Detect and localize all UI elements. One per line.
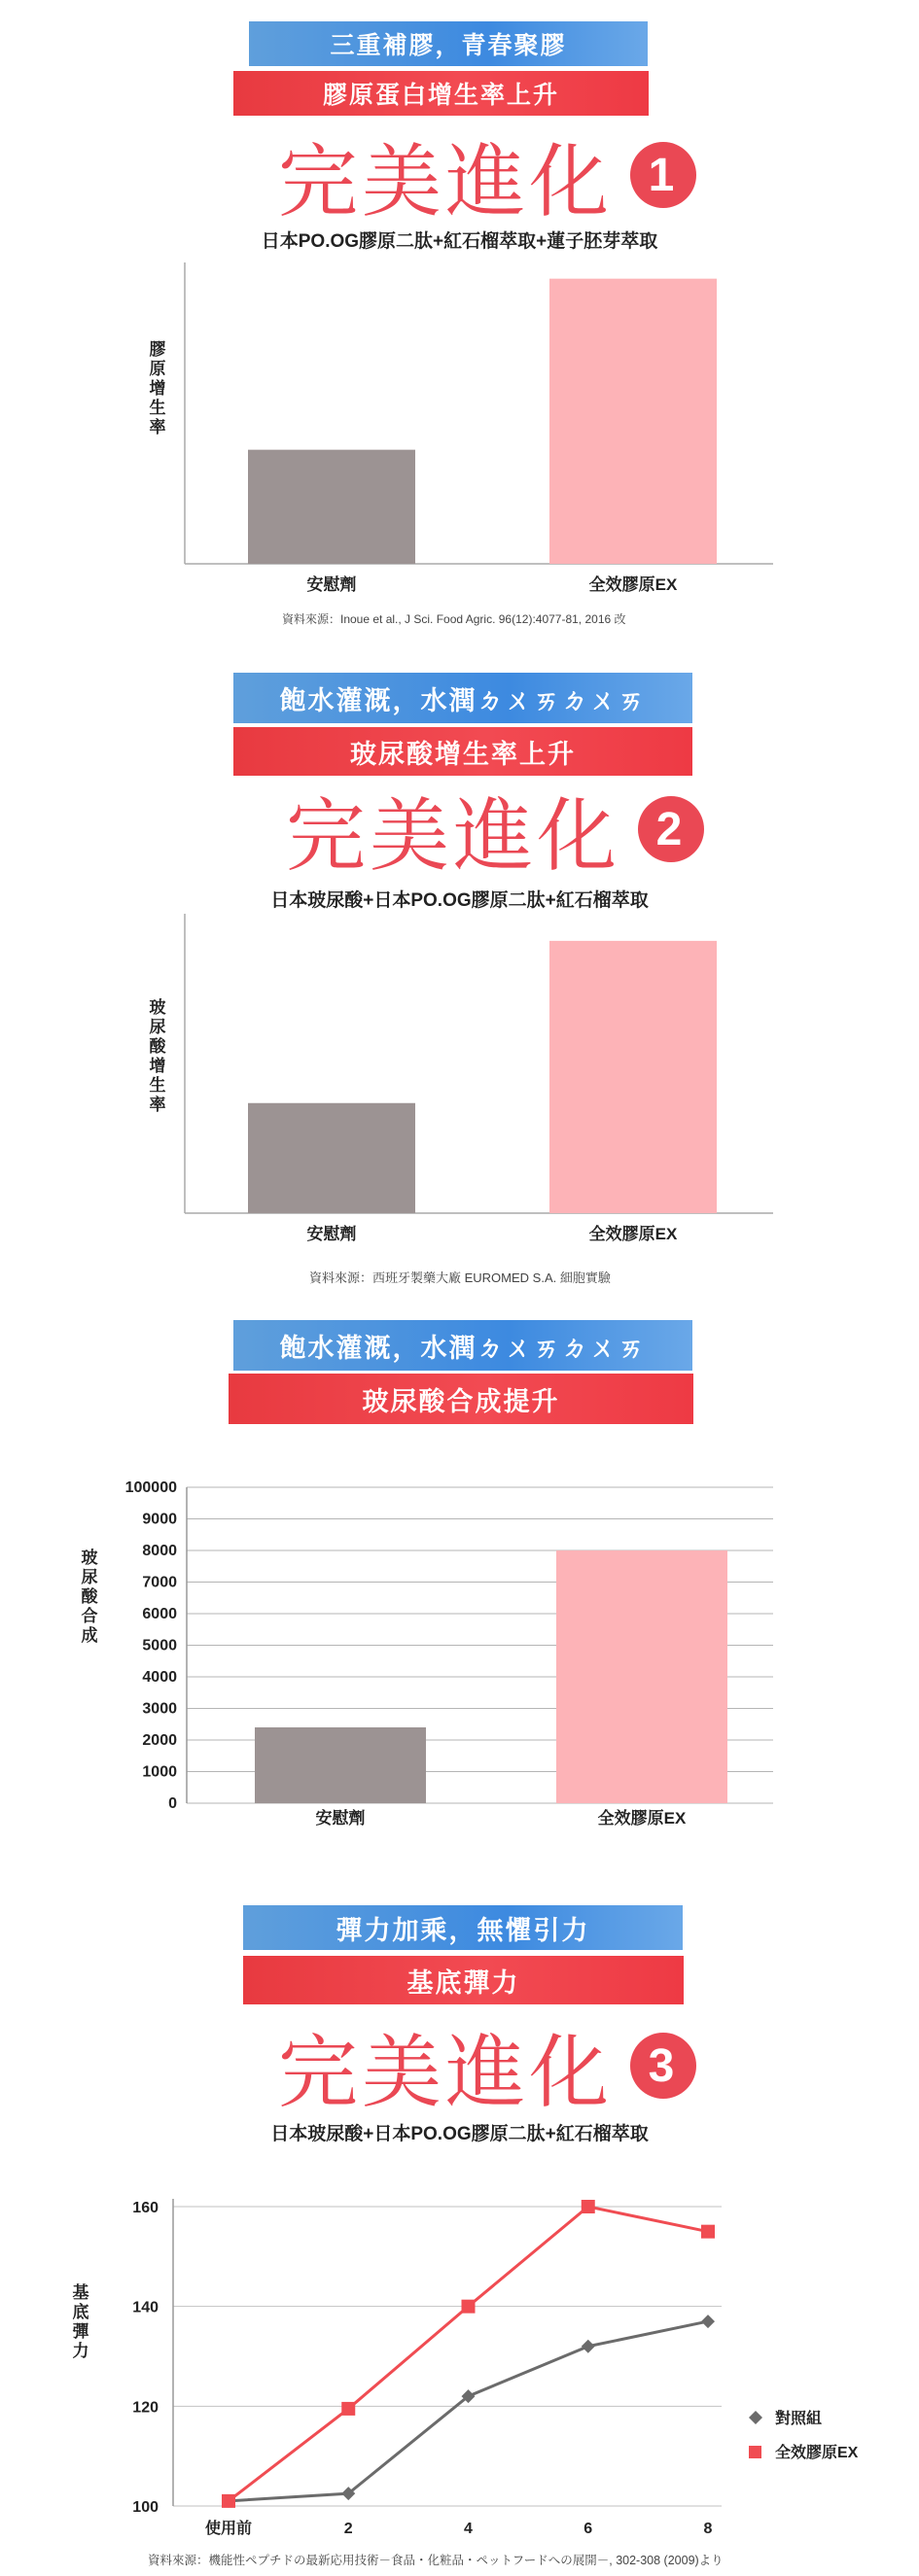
ylabel-glyph: 增 xyxy=(149,1057,166,1075)
y-tick-label: 4000 xyxy=(142,1669,177,1686)
chart-hyaluronic xyxy=(0,904,919,1273)
ylabel-glyph: 合 xyxy=(81,1607,98,1625)
bar-ex xyxy=(549,279,717,564)
bar-placebo xyxy=(248,1103,415,1213)
legend-marker-ex xyxy=(749,2446,761,2458)
number-badge-2: 2 xyxy=(638,796,704,862)
section4-banner-bottom: 基底彈力 xyxy=(243,1956,684,2004)
ylabel-glyph: 率 xyxy=(149,418,166,436)
y-tick-label: 160 xyxy=(132,2200,159,2216)
ylabel-glyph: 尿 xyxy=(149,1018,166,1036)
category-label-placebo: 安慰劑 xyxy=(315,1809,366,1828)
ylabel-glyph: 增 xyxy=(149,379,166,398)
category-label-placebo: 安慰劑 xyxy=(306,575,357,594)
x-tick-label: 使用前 xyxy=(204,2521,253,2537)
section2-title-text: 完美進化 xyxy=(286,791,621,881)
legend-label-control: 對照組 xyxy=(775,2411,823,2427)
section2-title xyxy=(286,781,704,881)
section4-banner-top: 彈力加乘，無懼引力 xyxy=(243,1905,683,1950)
ylabel-glyph: 底 xyxy=(72,2303,89,2321)
section4-subtitle: 日本玻尿酸+日本PO.OG膠原二肽+紅石榴萃取 xyxy=(270,2124,649,2144)
bar-ex xyxy=(556,1550,727,1803)
chart-collagen xyxy=(0,253,919,627)
y-tick-label: 8000 xyxy=(142,1543,177,1559)
y-tick-label: 0 xyxy=(168,1795,177,1812)
section2-source: 資料來源：西班牙製藥大廠 EUROMED S.A. 細胞實驗 xyxy=(309,1271,611,1285)
category-label-placebo: 安慰劑 xyxy=(306,1225,357,1243)
section4-title-text: 完美進化 xyxy=(278,2028,614,2117)
ylabel-glyph: 酸 xyxy=(81,1587,98,1606)
ylabel-glyph: 成 xyxy=(81,1626,98,1645)
section1-banner-top: 三重補膠，青春聚膠 xyxy=(249,21,648,66)
ylabel-glyph: 原 xyxy=(149,360,166,378)
y-tick-label: 7000 xyxy=(142,1574,177,1591)
point-control xyxy=(582,2340,595,2353)
chart-elasticity xyxy=(0,2158,919,2547)
point-ex xyxy=(701,2225,715,2239)
category-label-ex: 全效膠原EX xyxy=(597,1809,687,1828)
ylabel-char xyxy=(82,1548,99,1645)
ylabel-glyph: 彈 xyxy=(72,2322,89,2341)
y-tick-label: 100 xyxy=(132,2499,159,2516)
point-ex xyxy=(222,2494,235,2508)
bar-placebo xyxy=(248,450,415,564)
x-tick-label: 4 xyxy=(464,2521,473,2537)
chart-hyaluronic-synthesis xyxy=(0,1448,919,1837)
category-label-ex: 全效膠原EX xyxy=(588,1225,678,1243)
section4-title xyxy=(278,2017,696,2117)
series-line-control xyxy=(229,2321,708,2501)
y-tick-label: 2000 xyxy=(142,1732,177,1749)
point-ex xyxy=(462,2300,476,2314)
y-tick-label: 120 xyxy=(132,2399,159,2417)
section2-subtitle: 日本玻尿酸+日本PO.OG膠原二肽+紅石榴萃取 xyxy=(270,890,649,911)
section2-banner-bottom: 玻尿酸增生率上升 xyxy=(233,727,692,776)
bar-ex xyxy=(549,941,717,1213)
ylabel-glyph: 生 xyxy=(149,399,166,417)
series-line-ex xyxy=(229,2207,708,2501)
section3-banner-top: 飽水灌溉，水潤ㄉㄨㄞㄉㄨㄞ xyxy=(233,1320,692,1371)
section1-source: 資料來源：Inoue et al., J Sci. Food Agric. 96(12):4077-81, 2016 改 xyxy=(282,612,626,626)
ylabel-glyph: 力 xyxy=(72,2342,89,2360)
number-badge-3: 3 xyxy=(630,2033,696,2099)
number-badge-1: 1 xyxy=(630,142,696,208)
ylabel-glyph: 膠 xyxy=(149,340,166,359)
ylabel-glyph: 玻 xyxy=(149,998,166,1017)
y-tick-label: 9000 xyxy=(142,1511,177,1528)
point-control xyxy=(701,2315,715,2328)
section3-banner-bottom: 玻尿酸合成提升 xyxy=(229,1374,693,1424)
section1-banner-bottom: 膠原蛋白增生率上升 xyxy=(233,71,649,116)
legend-marker-control xyxy=(749,2411,762,2424)
section1-title xyxy=(278,126,696,224)
section4-source: 資料來源：機能性ペプチドの最新応用技術－食品・化粧品・ペットフードへの展開－, 302-308 (2009)より xyxy=(148,2554,724,2567)
y-tick-label: 6000 xyxy=(142,1606,177,1622)
x-tick-label: 8 xyxy=(703,2521,713,2537)
legend xyxy=(749,2409,859,2461)
section1-title-text: 完美進化 xyxy=(278,137,614,226)
point-ex xyxy=(341,2402,355,2416)
y-tick-label: 5000 xyxy=(142,1637,177,1654)
section2-banner-top: 飽水灌溉，水潤ㄉㄨㄞㄉㄨㄞ xyxy=(233,673,692,723)
ylabel-glyph: 生 xyxy=(149,1076,166,1095)
bar-placebo xyxy=(255,1727,426,1803)
y-tick-label: 140 xyxy=(132,2299,159,2316)
ylabel-char xyxy=(150,997,167,1114)
ylabel-glyph: 基 xyxy=(72,2283,89,2302)
y-tick-label: 100000 xyxy=(124,1479,177,1496)
ylabel-char xyxy=(73,2283,89,2360)
category-label-ex: 全效膠原EX xyxy=(588,575,678,594)
ylabel-char xyxy=(150,340,166,436)
y-tick-label: 1000 xyxy=(142,1763,177,1781)
x-tick-label: 2 xyxy=(343,2521,353,2537)
x-tick-label: 6 xyxy=(583,2521,593,2537)
legend-label-ex: 全效膠原EX xyxy=(775,2445,859,2461)
ylabel-glyph: 玻 xyxy=(81,1549,98,1567)
y-tick-label: 3000 xyxy=(142,1700,177,1718)
point-ex xyxy=(582,2200,595,2213)
ylabel-glyph: 酸 xyxy=(149,1037,166,1056)
ylabel-glyph: 尿 xyxy=(81,1568,98,1586)
ylabel-glyph: 率 xyxy=(149,1096,166,1114)
section1-subtitle: 日本PO.OG膠原二肽+紅石榴萃取+蓮子胚芽萃取 xyxy=(261,231,658,252)
